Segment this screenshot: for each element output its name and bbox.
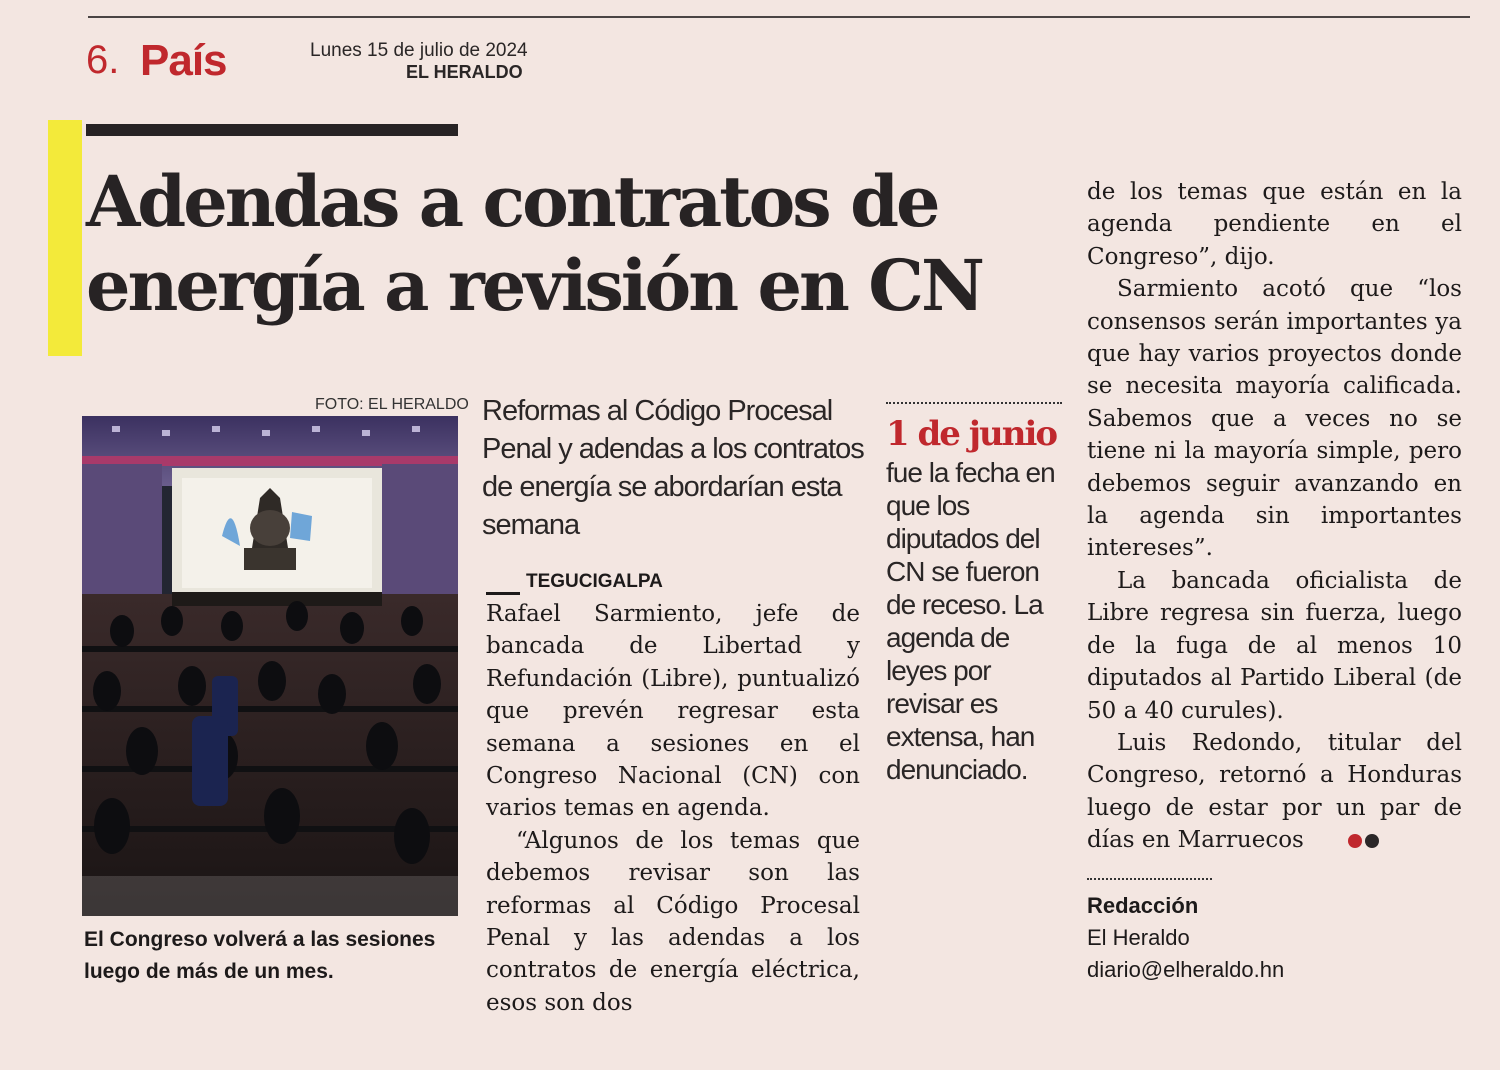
issue-date: Lunes 15 de julio de 2024 — [310, 40, 528, 61]
title-rule — [86, 124, 458, 136]
headline: Adendas a contratos de energía a revisión en CN — [86, 160, 982, 327]
body-paragraph: Rafael Sarmiento, jefe de bancada de Libertad y Refundación (Libre), puntualizó que prevén regresar esta semana a sesiones en el Congreso Nacional (CN) con varios temas en agenda. — [486, 601, 860, 822]
byline-label: Redacción — [1087, 893, 1199, 918]
factbox-headline: 1 de junio — [886, 414, 1057, 454]
byline — [1087, 890, 1284, 986]
end-mark-icon — [1318, 825, 1382, 857]
body-paragraph: Sarmiento acotó que “los consensos serán importantes ya que hay varios proyectos donde se necesita mayoría calificada. Sabemos que a veces no se tiene ni la mayoría simple, pero debemos seguir avanzando en la agenda sin importantes intereses”. — [1087, 276, 1462, 562]
photo-credit: FOTO: EL HERALDO — [315, 396, 469, 413]
section-title: País — [140, 36, 227, 85]
newspaper-name: EL HERALDO — [406, 62, 523, 82]
dateline: TEGUCIGALPA — [526, 571, 663, 592]
body-paragraph: La bancada oficialista de Libre regresa sin fuerza, luego de la fuga de al menos 10 diputados al Partido Liberal (de 50 a 40 curules). — [1087, 567, 1462, 724]
photo-caption: El Congreso volverá a las sesiones luego de más de un mes. — [84, 928, 436, 983]
body-column-3 — [1087, 176, 1462, 857]
congress-photo — [82, 416, 458, 916]
body-column-1 — [486, 598, 860, 1019]
factbox-rule — [886, 402, 1062, 404]
top-rule — [88, 16, 1470, 18]
byline-rule — [1087, 878, 1212, 880]
body-paragraph: de los temas que están en la agenda pendiente en el Congreso”, dijo. — [1087, 179, 1462, 270]
byline-email: diario@elheraldo.hn — [1087, 957, 1285, 982]
deck: Reformas al Código Procesal Penal y adendas a los contratos de energía se abordarían esta semana — [482, 395, 864, 541]
byline-outlet: El Heraldo — [1087, 925, 1190, 950]
closing-text: Luis Redondo, titular del Congreso, retornó a Honduras luego de estar por un par de días en Marruecos — [1087, 729, 1462, 854]
body-paragraph: “Algunos de los temas que debemos revisar son las reformas al Código Procesal Penal y las adendas a los contratos de energía eléctrica, esos son dos — [486, 827, 860, 1016]
body-paragraph-last — [1087, 727, 1462, 857]
dateline-rule — [486, 592, 520, 595]
page-number: 6. — [86, 38, 120, 82]
congress-photo-image — [82, 416, 458, 916]
highlighter-mark — [48, 120, 82, 356]
factbox-body: fue la fecha en que los diputados del CN se fueron de receso. La agenda de leyes por revisar es extensa, han denunciado. — [886, 457, 1055, 785]
